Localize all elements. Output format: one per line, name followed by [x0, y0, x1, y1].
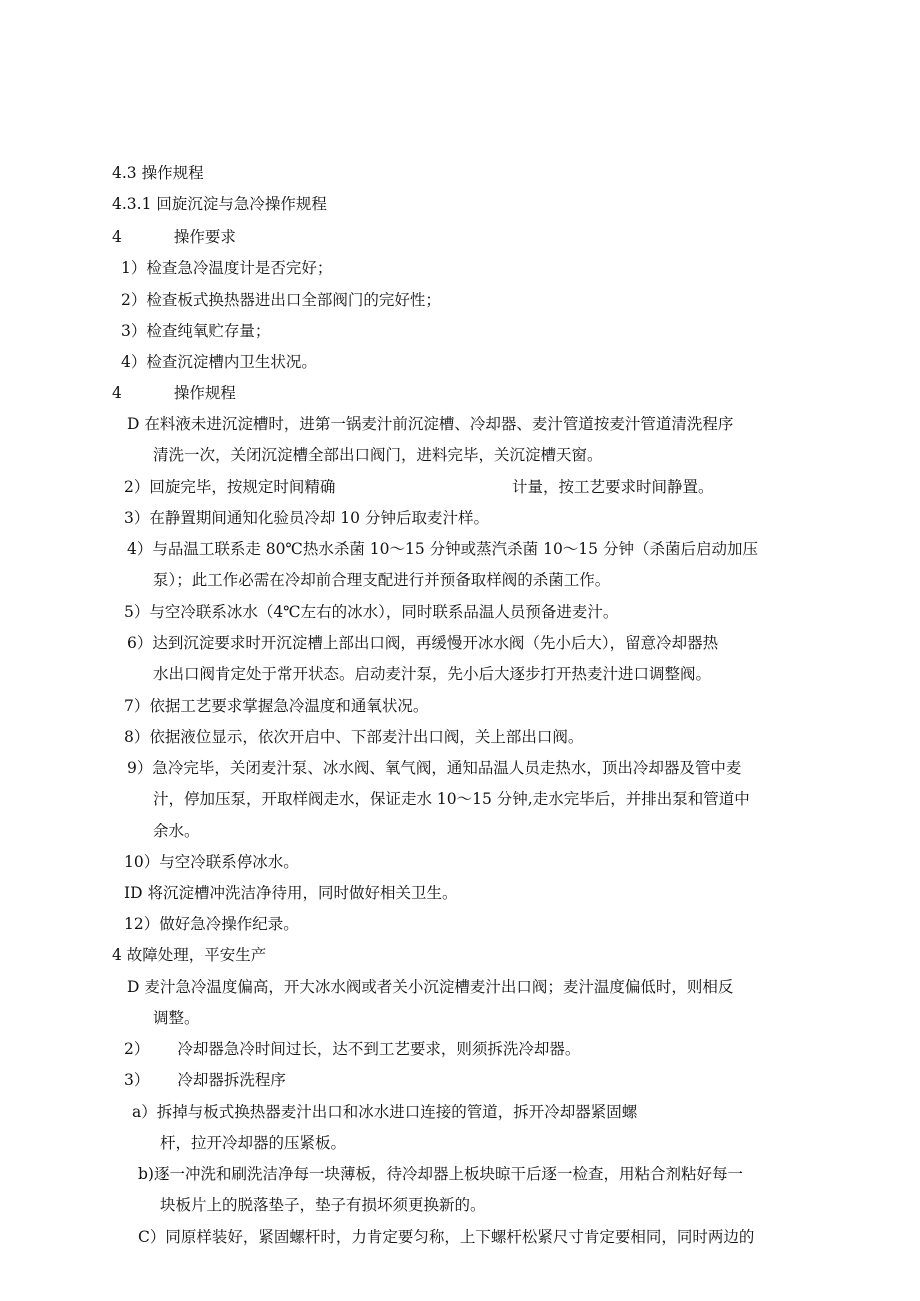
fault-item-3	[124, 1070, 286, 1090]
procedure-step-12: 12）做好急冷操作纪录。	[124, 915, 299, 933]
requirement-item-1: 1）检查急冷温度计是否完好；	[121, 259, 333, 277]
section-heading-4-3: 4.3 操作规程	[112, 164, 204, 182]
requirement-item-2: 2）检查板式换热器进出口全部阀门的完好性；	[121, 291, 441, 309]
requirement-item-4: 4）检查沉淀槽内卫生状况。	[121, 353, 317, 371]
procedure-step-6-line-2: 水出口阀肯定处于常开状态。启动麦汁泵，先小后大逐步打开热麦汁进口调整阀。	[153, 665, 712, 683]
procedure-step-6-line-1: 6）达到沉淀要求时开沉淀槽上部出口阀，再缓慢开冰水阀（先小后大），留意冷却器热	[127, 634, 719, 652]
item-number: 2）	[124, 1040, 150, 1058]
procedure-step-1-line-2: 清洗一次，关闭沉淀槽全部出口阀门，进料完毕，关沉淀槽天窗。	[153, 446, 603, 464]
section-operation-requirements	[112, 227, 236, 247]
cleaning-step-a-line-2: 杆，拉开冷却器的压紧板。	[160, 1134, 347, 1152]
procedure-step-5: 5）与空冷联系冰水（4℃左右的冰水），同时联系品温人员预备进麦汁。	[124, 603, 619, 621]
procedure-step-2-part-1: 2）回旋完毕，按规定时间精确	[124, 478, 336, 496]
cleaning-step-a-line-1: a）拆掉与板式换热器麦汁出口和冰水进口连接的管道，拆开冷却器紧固螺	[132, 1103, 638, 1121]
section-fault-handling: 4 故障处理，平安生产	[112, 946, 267, 964]
item-text: 冷却器急冷时间过长，达不到工艺要求，则须拆洗冷却器。	[177, 1040, 581, 1058]
procedure-step-10: 10）与空冷联系停冰水。	[124, 853, 299, 871]
procedure-step-11: ID 将沉淀槽冲洗洁净待用，同时做好相关卫生。	[124, 884, 458, 902]
fault-item-2	[124, 1039, 580, 1059]
procedure-step-9-line-2: 汁，停加压泵，开取样阀走水，保证走水 10～15 分钟,走水完毕后，并排出泵和管道中	[153, 790, 750, 808]
section-title: 操作要求	[173, 228, 236, 246]
procedure-step-4-line-2: 泵）；此工作必需在冷却前合理支配进行并预备取样阀的杀菌工作。	[153, 571, 611, 589]
procedure-step-2-part-2: 计量，按工艺要求时间静置。	[512, 478, 714, 496]
fault-item-1-line-2: 调整。	[153, 1009, 200, 1027]
item-text: 冷却器拆洗程序	[177, 1071, 286, 1089]
cleaning-step-b-line-2: 块板片上的脱落垫子，垫子有损坏须更换新的。	[160, 1196, 486, 1214]
section-title: 操作规程	[173, 384, 236, 402]
section-number: 4	[112, 228, 122, 246]
section-number: 4	[112, 384, 122, 402]
requirement-item-3: 3）检查纯氧贮存量；	[121, 322, 271, 340]
procedure-step-9-line-3: 余水。	[153, 822, 200, 840]
procedure-step-1-line-1: D 在料液未进沉淀槽时，进第一锅麦汁前沉淀槽、冷却器、麦汁管道按麦汁管道清洗程序	[127, 415, 734, 433]
procedure-step-9-line-1: 9）急冷完毕，关闭麦汁泵、冰水阀、氧气阀，通知品温人员走热水，顶出冷却器及管中麦	[127, 759, 742, 777]
section-operation-procedure	[112, 383, 236, 403]
item-number: 3）	[124, 1071, 150, 1089]
subsection-heading-4-3-1: 4.3.1 回旋沉淀与急冷操作规程	[112, 195, 327, 213]
procedure-step-4-line-1: 4）与品温工联系走 80℃热水杀菌 10～15 分钟或蒸汽杀菌 10～15 分钟（杀菌后启动加压	[127, 540, 758, 558]
fault-item-1-line-1: D 麦汁急冷温度偏高，开大冰水阀或者关小沉淀槽麦汁出口阀；麦汁温度偏低时，则相反	[127, 978, 734, 996]
procedure-step-3: 3）在静置期间通知化验员冷却 10 分钟后取麦汁样。	[124, 509, 489, 527]
procedure-step-7: 7）依据工艺要求掌握急冷温度和通氧状况。	[124, 697, 429, 715]
cleaning-step-c-line-1: C）同原样装好，紧固螺杆时，力肯定要匀称，上下螺杆松紧尺寸肯定要相同，同时两边的	[138, 1228, 755, 1246]
cleaning-step-b-line-1: b)逐一冲洗和刷洗洁净每一块薄板，待冷却器上板块晾干后逐一检查，用粘合剂粘好每一	[138, 1165, 743, 1183]
procedure-step-8: 8）依据液位显示，依次开启中、下部麦汁出口阀，关上部出口阀。	[124, 728, 584, 746]
